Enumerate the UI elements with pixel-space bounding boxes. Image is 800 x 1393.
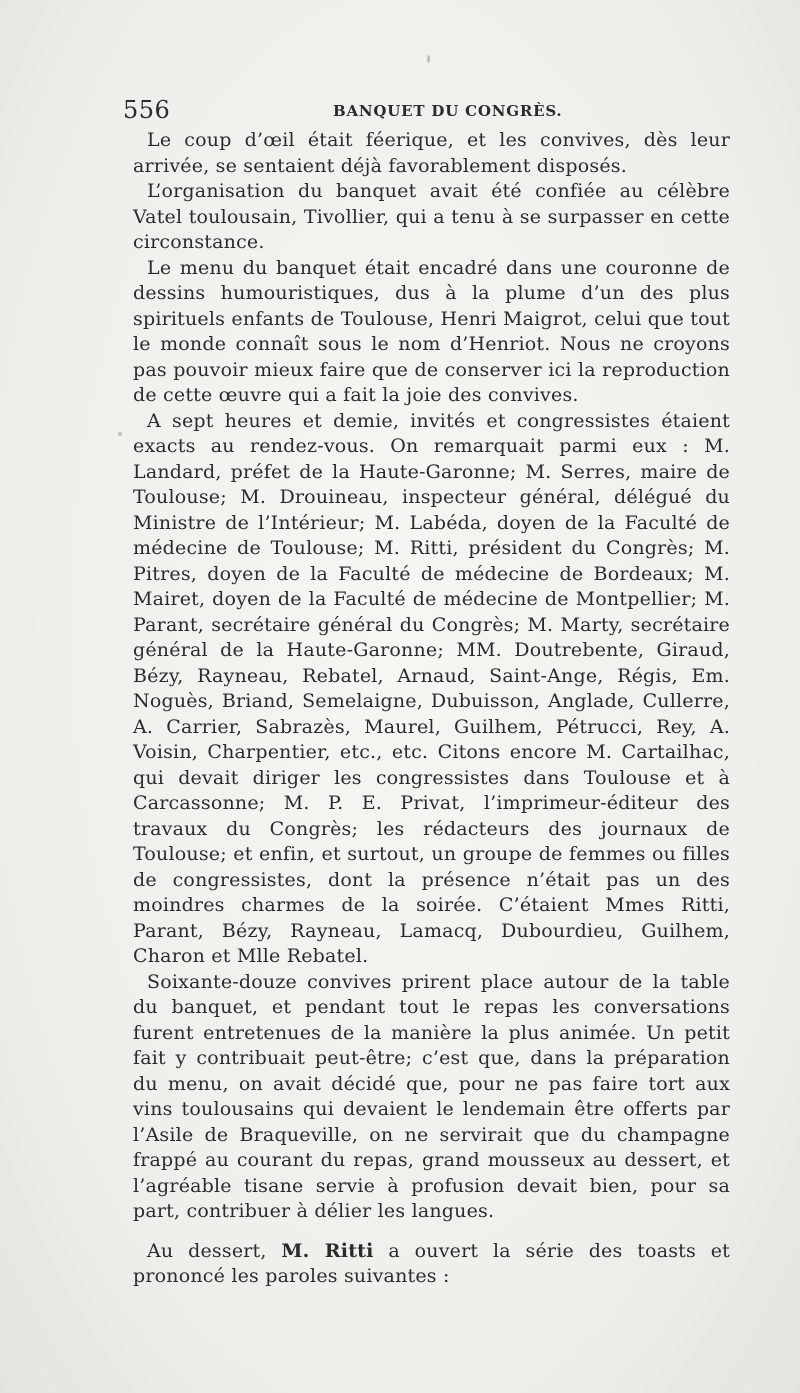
ink-speck [427, 55, 430, 63]
paragraph: Soixante-douze convives prirent place autour de la table du banquet, et pendant tout le repas les conversations furent entretenues de la manière la plus animée. Un petit fait y contribuait peut-être; c’est que, dans la préparation du menu, on avait décidé que, pour ne pas faire tort aux vins toulousains qui devaient le lendemain être offerts par l’Asile de Braqueville, on ne servirait que du champagne frappé au courant du repas, grand mousseux au dessert, et l’agréable tisane servie à profusion devait bien, pour sa part, contribuer à délier les langues. [133, 970, 730, 1222]
running-title: BANQUET DU CONGRÈS. [333, 102, 563, 120]
paragraph: L’organisation du banquet avait été confiée au célèbre Vatel toulousain, Tivollier, qui a tenu à se surpasser en cette circonstance. [133, 180, 730, 253]
closing-rest: a ouvert la série des toasts et prononcé les paroles suivantes : [133, 1239, 730, 1287]
ink-speck [118, 432, 122, 436]
speaker-name: M. Ritti [281, 1239, 374, 1262]
closing-lead: Au dessert, [147, 1239, 282, 1262]
paragraph: A sept heures et demie, invités et congressistes étaient exacts au rendez-vous. On remarquait parmi eux : M. Landard, préfet de la Haute-Garonne; M. Serres, maire de Toulouse; M. Drouineau, inspecteur général, délégué du Ministre de l’Intérieur; M. Labéda, doyen de la Faculté de médecine de Toulouse; M. Ritti, président du Congrès; M. Pitres, doyen de la Faculté de médecine de Bordeaux; M. Mairet, doyen de la Faculté de médecine de Montpellier; M. Parant, secrétaire général du Congrès; M. Marty, secrétaire général de la Haute-Garonne; MM. Doutrebente, Giraud, Bézy, Rayneau, Rebatel, Arnaud, Saint-Ange, Régis, Em. Noguès, Briand, Semelaigne, Dubuisson, Anglade, Cullerre, A. Carrier, Sabrazès, Maurel, Guilhem, Pétrucci, Rey, A. Voisin, Charpentier, etc., etc. Citons encore M. Cartailhac, qui devait diriger les congressistes dans Toulouse et à Carcassonne; M. P. E. Privat, l’imprimeur-éditeur des travaux du Congrès; les rédacteurs des journaux de Toulouse; et enfin, et surtout, un groupe de femmes ou filles de congressistes, dont la présence n’était pas un des moindres charmes de la soirée. C’étaient Mmes Ritti, Parant, Bézy, Rayneau, Lamacq, Dubourdieu, Guilhem, Charon et Mlle Rebatel. [133, 409, 730, 967]
paragraph: Le coup d’œil était féerique, et les convives, dès leur arrivée, se sentaient déjà favorablement disposés. [133, 129, 730, 177]
paragraph: Le menu du banquet était encadré dans une couronne de dessins humouristiques, dus à la plume d’un des plus spirituels enfants de Toulouse, Henri Maigrot, celui que tout le monde connaît sous le nom d’Henriot. Nous ne croyons pas pouvoir mieux faire que de conserver ici la reproduction de cette œuvre qui a fait la joie des convives. [133, 256, 730, 406]
page-number: 556 [123, 96, 171, 124]
page-header [123, 96, 733, 126]
body-text [133, 128, 730, 1290]
closing-paragraph [133, 1239, 730, 1290]
